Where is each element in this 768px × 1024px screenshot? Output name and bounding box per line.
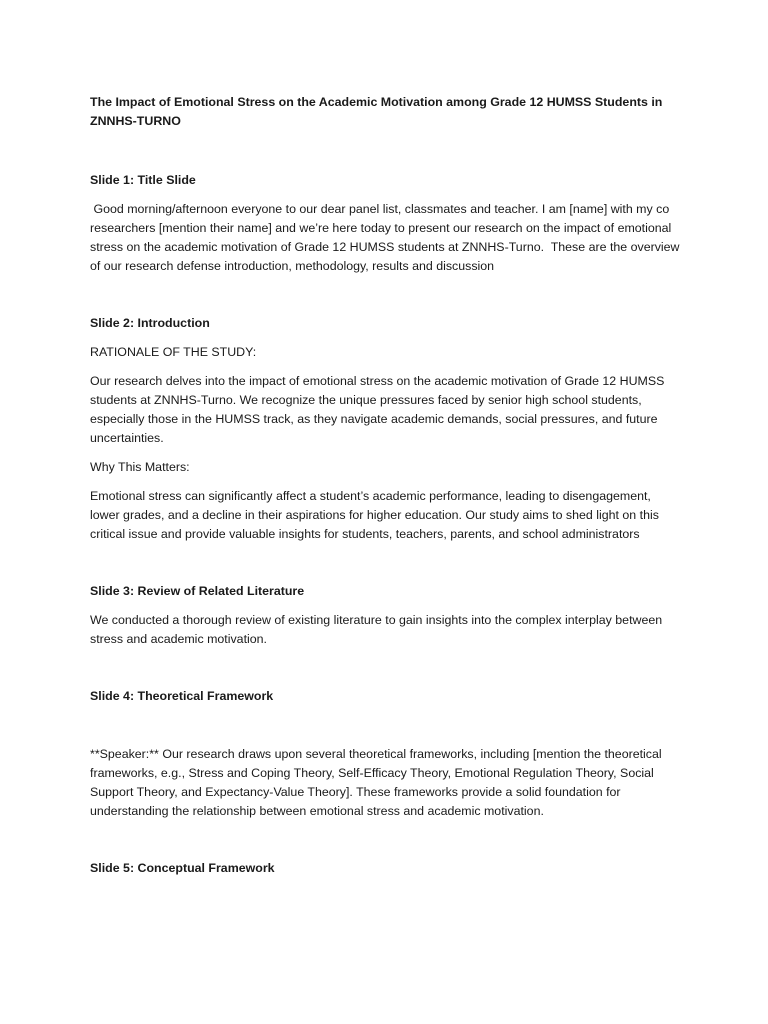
- document-body: [90, 93, 683, 878]
- slide-3-paragraph: We conducted a thorough review of existing literature to gain insights into the complex interplay between stress and academic motivation.: [90, 613, 663, 646]
- document-title: The Impact of Emotional Stress on the Academic Motivation among Grade 12 HUMSS Students in ZNNHS-TURNO: [90, 95, 663, 128]
- slide-1-paragraph: Good morning/afternoon everyone to our dear panel list, classmates and teacher. I am [name] with my co researchers [mention their name] and we’re here today to present our research on the impact of emotional stress on the academic motivation of Grade 12 HUMSS students at ZNNHS-Turno. These are the overview of our research defense introduction, methodology, results and discussion: [90, 202, 683, 273]
- slide-2-heading: Slide 2: Introduction: [90, 316, 210, 330]
- slide-3-heading: Slide 3: Review of Related Literature: [90, 584, 305, 598]
- slide-4-paragraph: **Speaker:** Our research draws upon several theoretical frameworks, including [mention the theoretical frameworks, e.g., Stress and Coping Theory, Self-Efficacy Theory, Emotional Regulation Theory, Social Support Theory, and Expectancy-Value Theory]. These frameworks provide a solid foundation for understanding the relationship between emotional stress and academic motivation.: [90, 747, 662, 818]
- slide-4-heading: Slide 4: Theoretical Framework: [90, 689, 274, 703]
- slide-1-heading: Slide 1: Title Slide: [90, 173, 196, 187]
- rationale-paragraph: Our research delves into the impact of emotional stress on the academic motivation of Grade 12 HUMSS students at ZNNHS-Turno. We recognize the unique pressures faced by senior high school students, especially those in the HUMSS track, as they navigate academic demands, social pressures, and future uncertainties.: [90, 374, 665, 445]
- rationale-label: RATIONALE OF THE STUDY:: [90, 345, 257, 359]
- slide-5-heading: Slide 5: Conceptual Framework: [90, 861, 275, 875]
- why-matters-label: Why This Matters:: [90, 460, 190, 474]
- why-matters-paragraph: Emotional stress can significantly affect a student’s academic performance, leading to disengagement, lower grades, and a decline in their aspirations for higher education. Our study aims to shed light on this critical issue and provide valuable insights for students, teachers, parents, and school administrators: [90, 489, 659, 541]
